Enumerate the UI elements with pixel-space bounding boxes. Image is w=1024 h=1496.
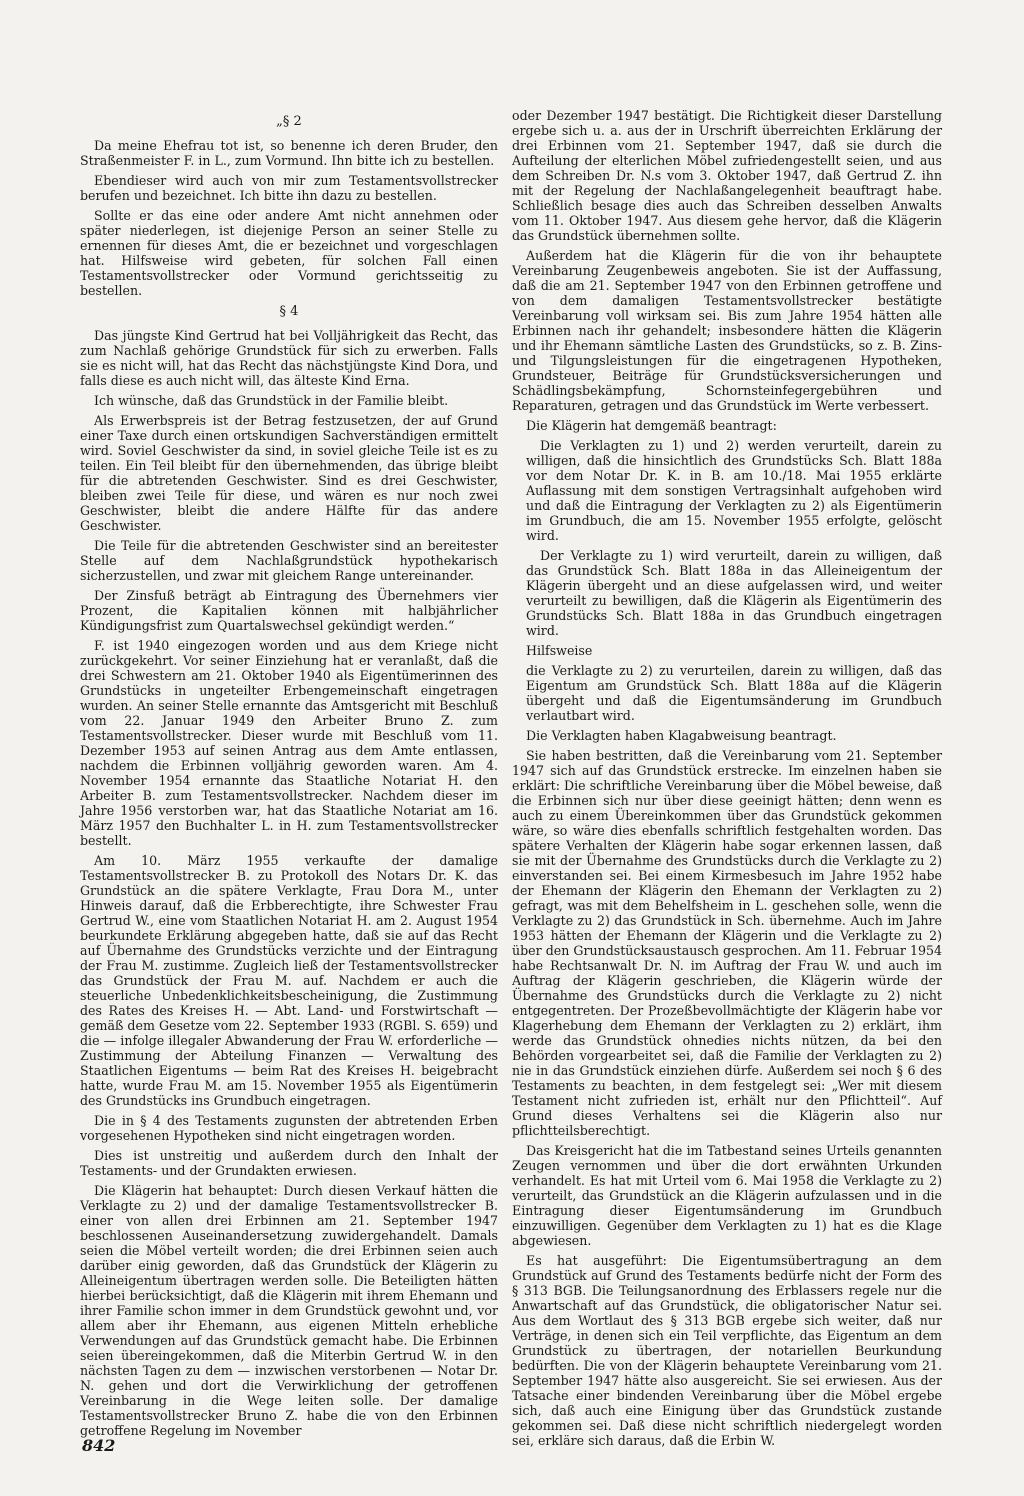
section-heading-2: „§ 2: [276, 114, 302, 129]
paragraph: Ich wünsche, daß das Grundstück in der Familie bleibt.: [94, 393, 449, 408]
paragraph: Als Erwerbspreis ist der Betrag festzusetzen, der auf Grund einer Taxe durch einen ortskundigen Sachverständigen ermittelt wird. Soviel Geschwister da sind, in soviel gleiche Teile ist es zu teilen. Ein Teil bleibt für den übernehmenden, das übrige bleibt für die abtretenden Geschwister. Sind es drei Geschwister, bleiben zwei Teile für diese, und wären es nur noch zwei Geschwister, bleibt die andere Hälfte für das andere Geschwister.: [80, 413, 498, 533]
paragraph: Der Zinsfuß beträgt ab Eintragung des Übernehmers vier Prozent, die Kapitalien können mit halbjährlicher Kündigungsfrist zum Quartalswechsel gekündigt werden.“: [80, 588, 498, 633]
paragraph: die Verklagte zu 2) zu verurteilen, darein zu willigen, daß das Eigentum am Grundstück Sch. Blatt 188a auf die Klägerin übergeht und daß die Eigentumsänderung im Grundbuch verlautbart wird.: [526, 663, 942, 723]
motion-block: [512, 438, 942, 638]
paragraph: Die Verklagten zu 1) und 2) werden verurteilt, darein zu willigen, daß die hinsichtlich des Grundstücks Sch. Blatt 188a vor dem Notar Dr. K. in B. am 10./18. Mai 1955 erklärte Auflassung mit dem sonstigen Vertragsinhalt aufgehoben wird und daß die Eintragung der Verklagten zu 2) als Eigentümerin im Grundbuch, die am 15. November 1955 erfolgte, gelöscht wird.: [526, 438, 942, 543]
right-column: [512, 108, 942, 1453]
paragraph: Das Kreisgericht hat die im Tatbestand seines Urteils genannten Zeugen vernommen und über die dort erwähnten Urkunden verhandelt. Es hat mit Urteil vom 6. Mai 1958 die Verklagte zu 2) verurteilt, das Grundstück an die Klägerin aufzulassen und in die Eintragung dieser Eigentumsänderung im Grundbuch einzuwilligen. Gegenüber dem Verklagten zu 1) hat es die Klage abgewiesen.: [512, 1143, 942, 1248]
paragraph: Sollte er das eine oder andere Amt nicht annehmen oder später niederlegen, ist diejenige Person an seiner Stelle zu ernennen für dieses Amt, die er bezeichnet und vorgeschlagen hat. Hilfsweise wird gebeten, für solchen Fall einen Testamentsvollstrecker oder Vormund gerichtsseitig zu bestellen.: [80, 208, 498, 298]
paragraph: Sie haben bestritten, daß die Vereinbarung vom 21. September 1947 sich auf das Grundstück erstrecke. Im einzelnen haben sie erklärt: Die schriftliche Vereinbarung über die Möbel beweise, daß die Erbinnen sich nur über diese geeinigt hätten; denn wenn es auch zu einem Übereinkommen über das Grundstück gekommen wäre, so wäre dies ebenfalls schriftlich festgehalten worden. Das spätere Verhalten der Klägerin habe sogar erkennen lassen, daß sie mit der Übernahme des Grundstücks durch die Verklagte zu 2) einverstanden sei. Bei einem Kirmesbesuch im Jahre 1952 habe der Ehemann der Klägerin den Ehemann der Verklagten zu 2) gefragt, was mit dem Behelfsheim in L. geschehen solle, wenn die Verklagte zu 2) das Grundstück in Sch. übernehme. Auch im Jahre 1953 hätten der Ehemann der Klägerin und die Verklagte zu 2) über den Grundstücksaustausch gesprochen. Am 11. Februar 1954 habe Rechtsanwalt Dr. N. im Auftrag der Frau W. und auch im Auftrag der Klägerin geschrieben, die Klägerin würde der Übernahme des Grundstücks durch die Verklagte zu 2) nicht entgegentreten. Der Prozeßbevollmächtigte der Klägerin habe vor Klagerhebung dem Ehemann der Verklagten zu 2) erklärt, ihm werde das Grundstück ohnedies nichts nützen, da bei den Behörden vorgearbeitet sei, daß die Familie der Verklagten zu 2) nie in das Grundstück einziehen dürfe. Außerdem sei noch § 6 des Testaments zu beachten, in dem festgelegt sei: „Wer mit diesem Testament nicht zufrieden ist, erhält nur den Pflichtteil“. Auf Grund dieses Verhaltens sei die Klägerin also nur pflichtteilsberechtigt.: [512, 748, 942, 1138]
paragraph: Die Teile für die abtretenden Geschwister sind an bereitester Stelle auf dem Nachlaßgrundstück hypothekarisch sicherzustellen, und zwar mit gleichem Range untereinander.: [80, 538, 498, 583]
alternative-motion-block: [512, 663, 942, 723]
paragraph: Die in § 4 des Testaments zugunsten der abtretenden Erben vorgesehenen Hypotheken sind nicht eingetragen worden.: [80, 1113, 498, 1143]
paragraph: Dies ist unstreitig und außerdem durch den Inhalt der Testaments- und der Grundakten erwiesen.: [80, 1148, 498, 1178]
paragraph: Ebendieser wird auch von mir zum Testamentsvollstrecker berufen und bezeichnet. Ich bitte ihn dazu zu bestellen.: [80, 173, 498, 203]
paragraph: Der Verklagte zu 1) wird verurteilt, darein zu willigen, daß das Grundstück Sch. Blatt 188a in das Alleineigentum der Klägerin übergeht und an diese aufgelassen wird, und weiter verurteilt zu bewilligen, daß die Klägerin als Eigentümerin des Grundstücks Sch. Blatt 188a in das Grundbuch eingetragen wird.: [526, 548, 942, 638]
paragraph: Es hat ausgeführt: Die Eigentumsübertragung an dem Grundstück auf Grund des Testaments bedürfe nicht der Form des § 313 BGB. Die Teilungsanordnung des Erblassers regele nur die Anwartschaft auf das Grundstück, die obligatorischer Natur sei. Aus dem Wortlaut des § 313 BGB ergebe sich weiter, daß nur Verträge, in denen sich ein Teil verpflichte, das Eigentum an dem Grundstück zu übertragen, der notariellen Beurkundung bedürften. Die von der Klägerin behauptete Vereinbarung vom 21. September 1947 hätte also ausgereicht. Sie sei erwiesen. Aus der Tatsache einer bindenden Vereinbarung über die Möbel ergebe sich, daß auch eine Einigung über das Grundstück zustande gekommen sei. Daß diese nicht schriftlich niedergelegt worden sei, erkläre sich daraus, daß die Erbin W.: [512, 1253, 942, 1448]
paragraph: Da meine Ehefrau tot ist, so benenne ich deren Bruder, den Straßenmeister F. in L., zum Vormund. Ihn bitte ich zu bestellen.: [80, 138, 498, 168]
hilfsweise-label: Hilfsweise: [526, 643, 593, 658]
paragraph: Das jüngste Kind Gertrud hat bei Volljährigkeit das Recht, das zum Nachlaß gehörige Grundstück für sich zu erwerben. Falls sie es nicht will, hat das Recht das nächstjüngste Kind Dora, und falls diese es auch nicht will, das älteste Kind Erna.: [80, 328, 498, 388]
paragraph: Die Klägerin hat behauptet: Durch diesen Verkauf hätten die Verklagte zu 2) und der damalige Testamentsvollstrecker B. einer von allen drei Erbinnen am 21. September 1947 beschlossenen Auseinandersetzung zuwidergehandelt. Damals seien die Möbel verteilt worden; die drei Erbinnen seien auch darüber einig geworden, daß das Grundstück der Klägerin zu Alleineigentum übertragen werden solle. Die Beteiligten hätten hierbei berücksichtigt, daß die Klägerin mit ihrem Ehemann und ihrer Familie schon immer in dem Grundstück gewohnt und, vor allem aber ihr Ehemann, aus eigenen Mitteln erhebliche Verwendungen auf das Grundstück gemacht habe. Die Erbinnen seien übereingekommen, daß die Miterbin Gertrud W. in den nächsten Tagen zu dem — inzwischen verstorbenen — Notar Dr. N. gehen und dort die Verwirklichung der getroffenen Vereinbarung in die Wege leiten solle. Der damalige Testamentsvollstrecker Bruno Z. habe die von den Erbinnen getroffene Regelung im November: [80, 1183, 498, 1438]
page-number: 842: [82, 1436, 116, 1455]
paragraph: F. ist 1940 eingezogen worden und aus dem Kriege nicht zurückgekehrt. Vor seiner Einziehung hat er veranlaßt, daß die drei Schwestern am 21. Oktober 1940 als Eigentümerinnen des Grundstücks in ungeteilter Erbengemeinschaft eingetragen wurden. An seiner Stelle ernannte das Amtsgericht mit Beschluß vom 22. Januar 1949 den Arbeiter Bruno Z. zum Testamentsvollstrecker. Dieser wurde mit Beschluß vom 11. Dezember 1953 auf seinen Antrag aus dem Amte entlassen, nachdem die Erbinnen volljährig geworden waren. Am 4. November 1954 ernannte das Staatliche Notariat H. den Arbeiter B. zum Testamentsvollstrecker. Nachdem dieser im Jahre 1956 verstorben war, hat das Staatliche Notariat am 16. März 1957 den Buchhalter L. in H. zum Testamentsvollstrecker bestellt.: [80, 638, 498, 848]
paragraph: Am 10. März 1955 verkaufte der damalige Testamentsvollstrecker B. zu Protokoll des Notars Dr. K. das Grundstück an die spätere Verklagte, Frau Dora M., unter Hinweis darauf, daß die Erbberechtigte, ihre Schwester Frau Gertrud W., eine vom Staatlichen Notariat H. am 2. August 1954 beurkundete Erklärung abgegeben hatte, daß sie auf das Recht auf Übernahme des Grundstücks verzichte und der Eintragung der Frau M. zustimme. Zugleich ließ der Testamentsvollstrecker das Grundstück der Frau M. auf. Nachdem er auch die steuerliche Unbedenklichkeitsbescheinigung, die Zustimmung des Rates des Kreises H. — Abt. Land- und Forstwirtschaft — gemäß dem Gesetze vom 22. September 1933 (RGBl. S. 659) und die — infolge illegaler Abwanderung der Frau W. erforderliche — Zustimmung der Abteilung Finanzen — Verwaltung des Staatlichen Eigentums — beim Rat des Kreises H. beigebracht hatte, wurde Frau M. am 15. November 1955 als Eigentümerin des Grundstücks ins Grundbuch eingetragen.: [80, 853, 498, 1108]
paragraph: Die Klägerin hat demgemäß beantragt:: [526, 418, 777, 433]
paragraph: Die Verklagten haben Klagabweisung beantragt.: [526, 728, 837, 743]
left-column: [80, 108, 498, 1443]
paragraph: Außerdem hat die Klägerin für die von ihr behauptete Vereinbarung Zeugenbeweis angeboten. Sie ist der Auffassung, daß die am 21. September 1947 von den Erbinnen getroffene und von dem damaligen Testamentsvollstrecker bestätigte Vereinbarung voll wirksam sei. Bis zum Jahre 1954 hätten alle Erbinnen nach ihr gehandelt; insbesondere hätten die Klägerin und ihr Ehemann sämtliche Lasten des Grundstücks, so z. B. Zins- und Tilgungsleistungen für die eingetragenen Hypotheken, Grundsteuer, Beiträge für Grundstücksversicherungen und Schädlingsbekämpfung, Schornsteinfegergebühren und Reparaturen, getragen und das Grundstück im Werte verbessert.: [512, 248, 942, 413]
paragraph: oder Dezember 1947 bestätigt. Die Richtigkeit dieser Darstellung ergebe sich u. a. aus der in Urschrift überreichten Erklärung der drei Erbinnen vom 21. September 1947, daß sie durch die Aufteilung der elterlichen Möbel zufriedengestellt seien, und aus dem Schreiben Dr. N.s vom 3. Oktober 1947, daß Gertrud Z. ihn mit der Regelung der Nachlaßangelegenheit beauftragt habe. Schließlich besage dies auch das Schreiben desselben Anwalts vom 11. Oktober 1947. Aus diesem gehe hervor, daß die Klägerin das Grundstück übernehmen sollte.: [512, 108, 942, 243]
section-heading-4: § 4: [279, 304, 299, 319]
